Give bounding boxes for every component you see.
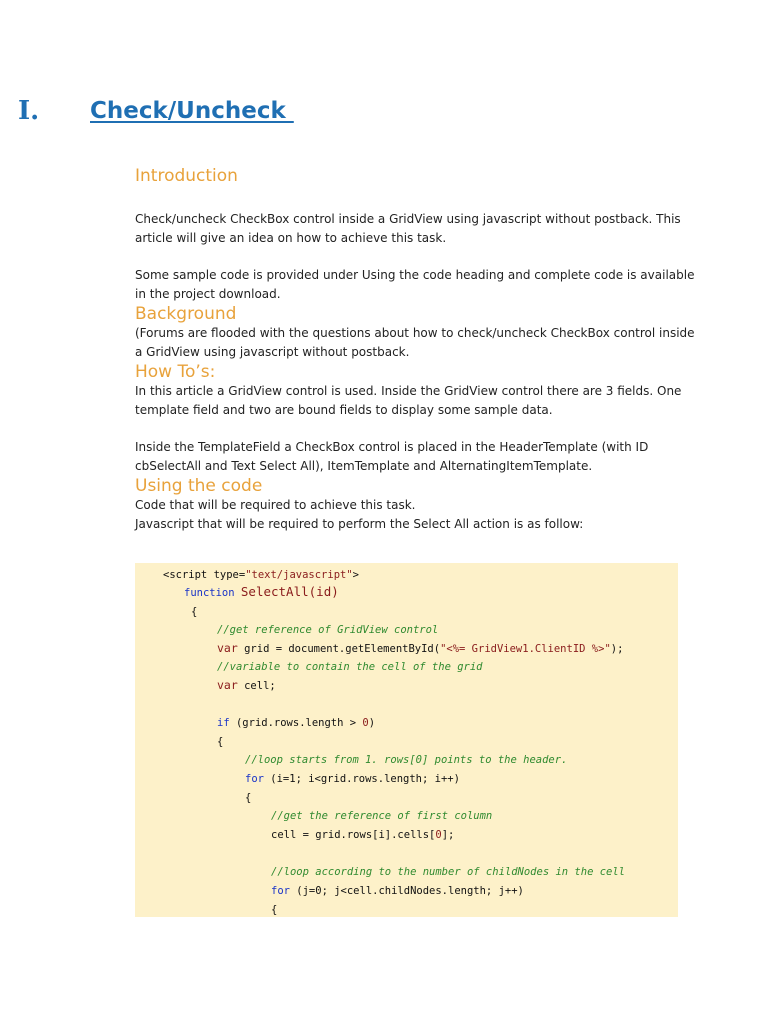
section-number: I.	[18, 96, 40, 126]
code-line: function SelectAll(id)	[184, 584, 339, 599]
code-line: {	[191, 606, 198, 618]
code-line: //variable to contain the cell of the grid	[217, 661, 483, 673]
code-line: var cell;	[217, 678, 276, 692]
introduction-heading: Introduction	[135, 166, 238, 186]
howtos-paragraph-1: In this article a GridView control is used. Inside the GridView control there are 3 fields. One template field and two are bound fields to display some sample data.	[135, 384, 682, 417]
article-body	[135, 164, 695, 534]
code-line: //loop according to the number of childNodes in the cell	[271, 866, 626, 878]
code-line: //get reference of GridView control	[217, 624, 439, 636]
introduction-paragraph-2: Some sample code is provided under Using the code heading and complete code is available in the project download.	[135, 268, 695, 301]
code-line: if (grid.rows.length > 0)	[217, 717, 376, 729]
code-line: <script type="text/javascript">	[163, 569, 359, 581]
code-line: {	[245, 792, 252, 804]
code-line: //loop starts from 1. rows[0] points to the header.	[245, 754, 568, 766]
code-line: //get the reference of first column	[271, 810, 493, 822]
code-line: var grid = document.getElementById("<%= GridView1.ClientID %>");	[217, 641, 624, 655]
howtos-heading: How To’s:	[135, 362, 216, 382]
using-code-paragraph-1: Code that will be required to achieve this task.	[135, 498, 416, 512]
page-title[interactable]: Check/Uncheck	[90, 98, 294, 124]
code-line: {	[271, 904, 278, 916]
using-code-paragraph-2: Javascript that will be required to perform the Select All action is as follow:	[135, 517, 584, 531]
howtos-paragraph-2: Inside the TemplateField a CheckBox control is placed in the HeaderTemplate (with ID cbSelectAll and Text Select All), ItemTemplate and AlternatingItemTemplate.	[135, 440, 649, 473]
code-line: {	[217, 736, 224, 748]
using-code-heading: Using the code	[135, 476, 263, 496]
code-block	[135, 563, 678, 917]
background-paragraph: (Forums are flooded with the questions about how to check/uncheck CheckBox control inside a GridView using javascript without postback.	[135, 326, 695, 359]
code-line: for (j=0; j<cell.childNodes.length; j++)	[271, 885, 524, 897]
background-heading: Background	[135, 304, 237, 324]
code-line: cell = grid.rows[i].cells[0];	[271, 829, 455, 841]
introduction-paragraph-1: Check/uncheck CheckBox control inside a GridView using javascript without postback. This article will give an idea on how to achieve this task.	[135, 212, 681, 245]
code-line: for (i=1; i<grid.rows.length; i++)	[245, 773, 460, 785]
